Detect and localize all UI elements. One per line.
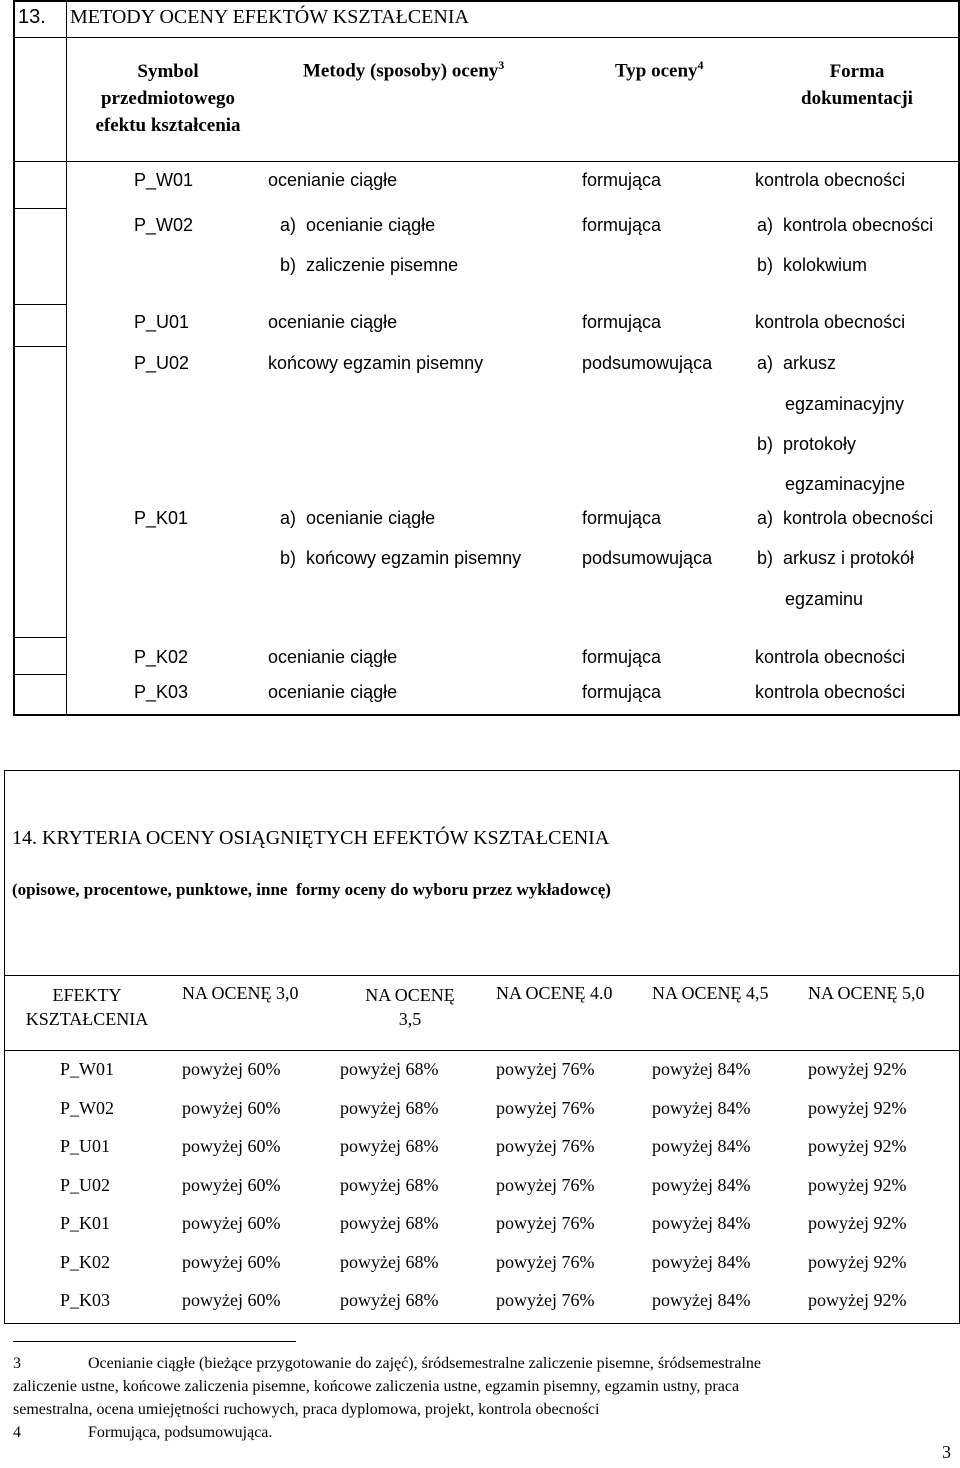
criteria-row-symbol: P_W01 — [60, 1059, 114, 1079]
criteria-row-symbol: P_U02 — [60, 1175, 111, 1195]
section-number: 13. — [18, 6, 46, 28]
criteria-cell-v35: powyżej 68% — [340, 1136, 439, 1156]
section-title: METODY OCENY EFEKTÓW KSZTAŁCENIA — [70, 6, 469, 28]
criteria-row-symbol: P_K03 — [60, 1290, 111, 1310]
criteria-cell-v30: powyżej 60% — [182, 1059, 281, 1079]
criteria-cell-v30: powyżej 60% — [182, 1290, 281, 1310]
row-pw02-metoda-a: a) ocenianie ciągłe — [280, 215, 436, 235]
row-pk01-forma-b2: egzaminu — [785, 589, 864, 609]
criteria-cell-v50: powyżej 92% — [808, 1175, 907, 1195]
criteria-cell-v35: powyżej 68% — [340, 1098, 439, 1118]
row-pw02-forma-a: a) kontrola obecności — [757, 215, 934, 235]
row-pk03-forma: kontrola obecności — [755, 682, 906, 702]
criteria-row-symbol: P_W02 — [60, 1098, 114, 1118]
row-pk02-forma: kontrola obecności — [755, 647, 906, 667]
row-pw01-typ: formująca — [582, 170, 662, 190]
criteria-cell-v30: powyżej 60% — [182, 1175, 281, 1195]
row-pk03-typ: formująca — [582, 682, 662, 702]
header-efekty: EFEKTY KSZTAŁCENIA — [25, 985, 149, 1029]
header-ocena-50: NA OCENĘ 5,0 — [808, 983, 925, 1003]
row-pu02-forma-a2: egzaminacyjny — [785, 394, 905, 414]
criteria-cell-v30: powyżej 60% — [182, 1252, 281, 1272]
row-pu01-forma: kontrola obecności — [755, 312, 906, 332]
row-pk01-metoda-b: b) końcowy egzamin pisemny — [280, 548, 522, 568]
criteria-cell-v45: powyżej 84% — [652, 1175, 751, 1195]
row-pu02-metoda: końcowy egzamin pisemny — [268, 353, 484, 373]
row-pk03-metoda: ocenianie ciągłe — [268, 682, 398, 702]
header-ocena-40: NA OCENĘ 4.0 — [496, 983, 613, 1003]
row-pw02-typ: formująca — [582, 215, 662, 235]
row-pw01-forma: kontrola obecności — [755, 170, 906, 190]
criteria-cell-v45: powyżej 84% — [652, 1290, 751, 1310]
row-pu01-metoda: ocenianie ciągłe — [268, 312, 398, 332]
row-pu02-forma-b1: b) protokoły — [757, 434, 857, 454]
header-typ: Typ oceny$^4$ — [615, 58, 704, 82]
row-pk01-symbol: P_K01 — [134, 508, 189, 528]
criteria-cell-v45: powyżej 84% — [652, 1136, 751, 1156]
criteria-cell-v35: powyżej 68% — [340, 1059, 439, 1079]
criteria-cell-v45: powyżej 84% — [652, 1098, 751, 1118]
row-pu02-symbol: P_U02 — [134, 353, 190, 373]
criteria-cell-v35: powyżej 68% — [340, 1175, 439, 1195]
row-pw02-forma-b: b) kolokwium — [757, 255, 868, 275]
header-metody: Metody (sposoby) oceny$^3$ — [303, 58, 505, 82]
row-pu01-symbol: P_U01 — [134, 312, 190, 332]
row-pk02-metoda: ocenianie ciągłe — [268, 647, 398, 667]
footnote-3-line-3: semestralna, ocena umiejętności ruchowych, praca dyplomowa, projekt, kontrola obecności — [13, 1401, 600, 1418]
footnote-3-number: 3 — [13, 1355, 21, 1372]
page-number: 3 — [942, 1442, 951, 1462]
footnote-4-text: Formująca, podsumowująca. — [88, 1424, 273, 1441]
header-forma: Forma dokumentacji — [801, 61, 913, 109]
row-pk01-forma-a: a) kontrola obecności — [757, 508, 934, 528]
footnote-3-line-1: Ocenianie ciągłe (bieżące przygotowanie do zajęć), śródsemestralne zaliczenie pisemne, śródsemestralne — [88, 1355, 762, 1372]
criteria-cell-v35: powyżej 68% — [340, 1290, 439, 1310]
header-ocena-30: NA OCENĘ 3,0 — [182, 983, 299, 1003]
row-pw02-metoda-b: b) zaliczenie pisemne — [280, 255, 459, 275]
criteria-cell-v45: powyżej 84% — [652, 1252, 751, 1272]
criteria-cell-v35: powyżej 68% — [340, 1213, 439, 1233]
header-ocena-35: NA OCENĘ 3,5 — [365, 985, 455, 1029]
criteria-row-symbol: P_K01 — [60, 1213, 111, 1233]
criteria-cell-v40: powyżej 76% — [496, 1252, 595, 1272]
criteria-row-symbol: P_U01 — [60, 1136, 111, 1156]
criteria-cell-v30: powyżej 60% — [182, 1136, 281, 1156]
row-pk01-metoda-a: a) ocenianie ciągłe — [280, 508, 436, 528]
row-pk01-forma-b1: b) arkusz i protokół — [757, 548, 915, 568]
criteria-cell-v45: powyżej 84% — [652, 1213, 751, 1233]
criteria-cell-v40: powyżej 76% — [496, 1213, 595, 1233]
row-pw02-symbol: P_W02 — [134, 215, 194, 235]
header-ocena-45: NA OCENĘ 4,5 — [652, 983, 769, 1003]
criteria-cell-v30: powyżej 60% — [182, 1098, 281, 1118]
criteria-cell-v40: powyżej 76% — [496, 1136, 595, 1156]
criteria-cell-v40: powyżej 76% — [496, 1175, 595, 1195]
row-pw01-symbol: P_W01 — [134, 170, 194, 190]
criteria-cell-v50: powyżej 92% — [808, 1252, 907, 1272]
criteria-cell-v30: powyżej 60% — [182, 1213, 281, 1233]
criteria-cell-v50: powyżej 92% — [808, 1098, 907, 1118]
criteria-cell-v40: powyżej 76% — [496, 1290, 595, 1310]
criteria-cell-v50: powyżej 92% — [808, 1290, 907, 1310]
criteria-cell-v45: powyżej 84% — [652, 1059, 751, 1079]
header-symbol: Symbol przedmiotowego efektu kształcenia — [95, 61, 241, 136]
row-pk02-typ: formująca — [582, 647, 662, 667]
row-pu02-typ: podsumowująca — [582, 353, 713, 373]
criteria-cell-v40: powyżej 76% — [496, 1059, 595, 1079]
criteria-row-symbol: P_K02 — [60, 1252, 111, 1272]
criteria-cell-v50: powyżej 92% — [808, 1136, 907, 1156]
row-pk03-symbol: P_K03 — [134, 682, 189, 702]
criteria-cell-v40: powyżej 76% — [496, 1098, 595, 1118]
row-pk01-typ-b: podsumowująca — [582, 548, 713, 568]
criteria-cell-v35: powyżej 68% — [340, 1252, 439, 1272]
row-pw01-metoda: ocenianie ciągłe — [268, 170, 398, 190]
criteria-cell-v50: powyżej 92% — [808, 1213, 907, 1233]
footnote-4-number: 4 — [13, 1424, 21, 1441]
row-pk02-symbol: P_K02 — [134, 647, 189, 667]
footnote-3-line-2: zaliczenie ustne, końcowe zaliczenia pisemne, końcowe zaliczenia ustne, egzamin pisemny, egzamin ustny, praca — [13, 1378, 740, 1395]
section-14-title: 14. KRYTERIA OCENY OSIĄGNIĘTYCH EFEKTÓW KSZTAŁCENIA — [12, 827, 610, 849]
row-pu02-forma-a1: a) arkusz — [757, 353, 837, 373]
row-pu02-forma-b2: egzaminacyjne — [785, 474, 906, 494]
row-pu01-typ: formująca — [582, 312, 662, 332]
criteria-cell-v50: powyżej 92% — [808, 1059, 907, 1079]
section-14-subtitle: (opisowe, procentowe, punktowe, inne formy oceny do wyboru przez wykładowcę) — [12, 880, 611, 899]
row-pk01-typ-a: formująca — [582, 508, 662, 528]
